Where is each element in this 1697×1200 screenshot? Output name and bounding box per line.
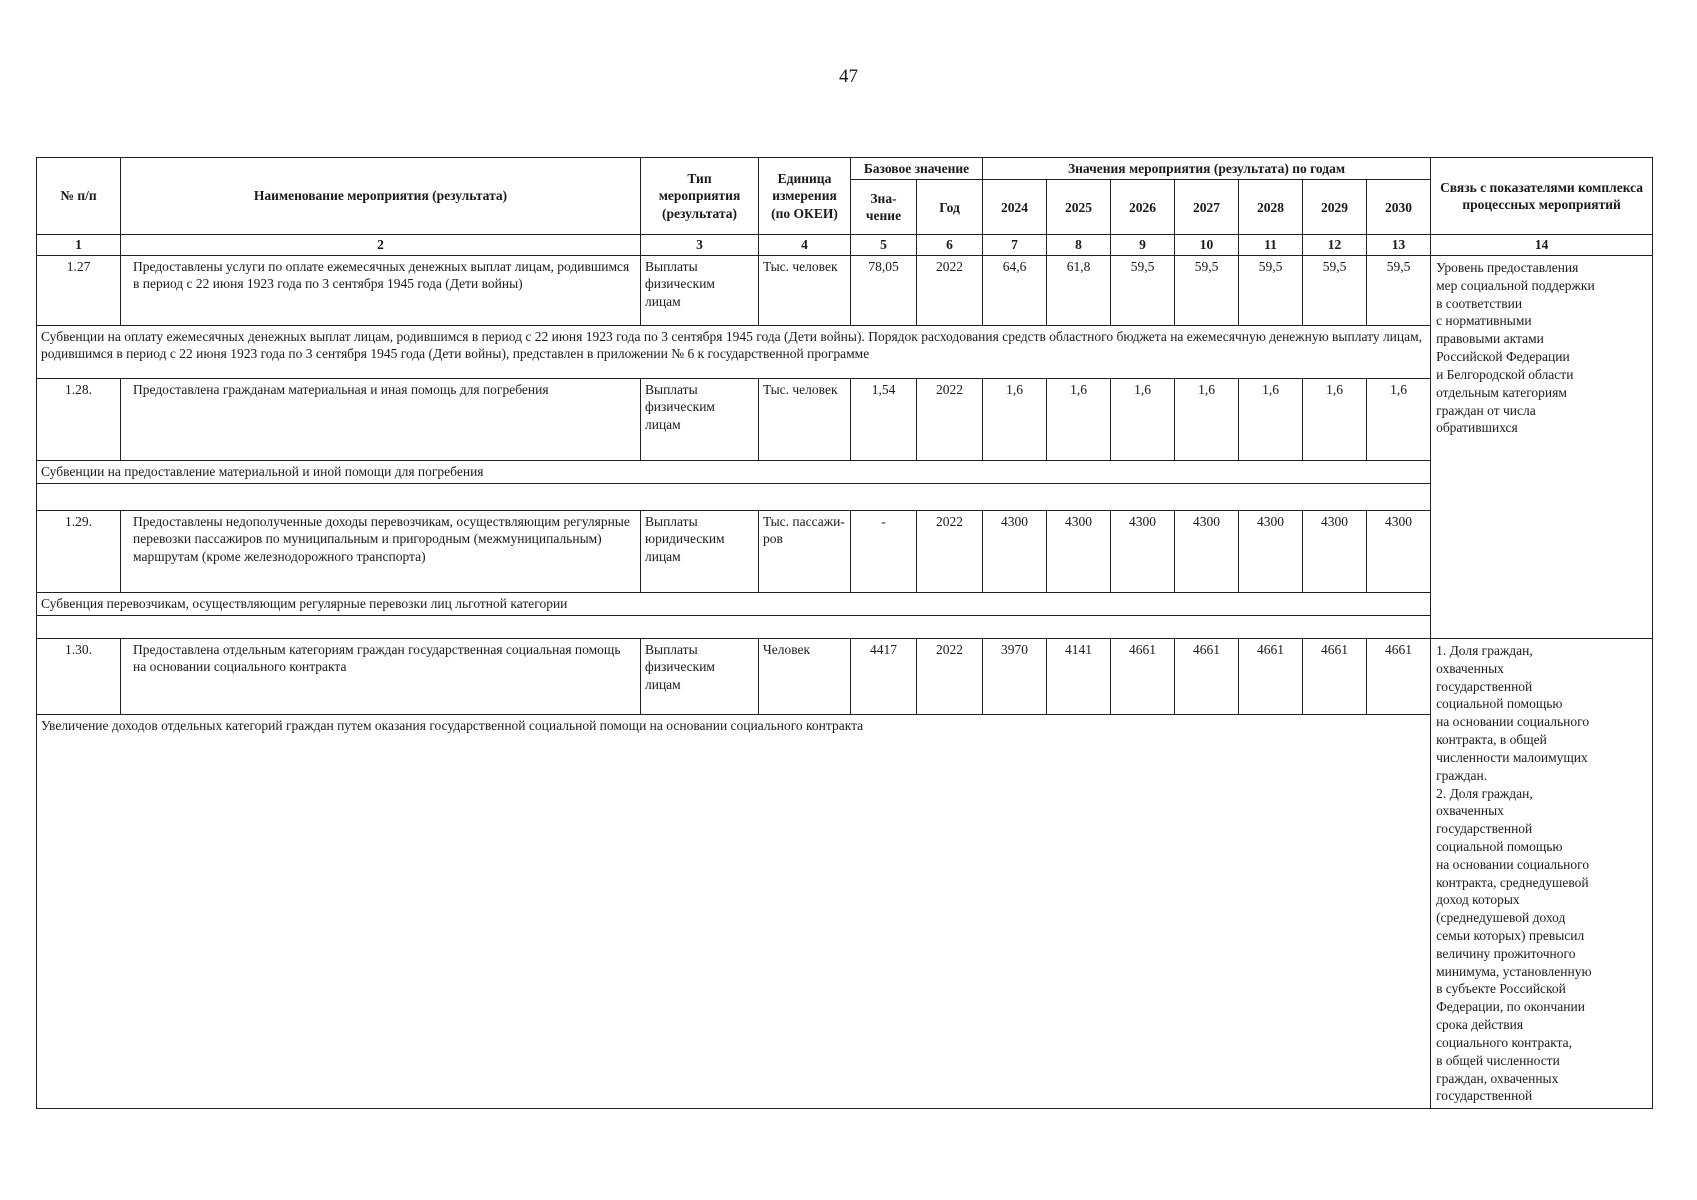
row-note <box>37 715 1653 1109</box>
value-2029: 4661 <box>1303 639 1367 715</box>
value-2026: 59,5 <box>1111 256 1175 326</box>
row-note-text: Субвенции на предоставление материальной и иной помощи для погребения <box>37 461 1431 484</box>
column-number: 12 <box>1303 235 1367 256</box>
header-type: Тип мероприятия (результата) <box>641 158 759 235</box>
header-base-value: Зна-чение <box>851 180 917 235</box>
column-number: 14 <box>1431 235 1653 256</box>
row-note-text: Увеличение доходов отдельных категорий граждан путем оказания государственной социальной помощи на основании социального контракта <box>37 715 1431 1109</box>
header-no: № п/п <box>37 158 121 235</box>
row-note <box>37 461 1653 484</box>
gap-cell <box>37 616 1431 639</box>
value-2025: 1,6 <box>1047 379 1111 461</box>
column-number: 5 <box>851 235 917 256</box>
base-year: 2022 <box>917 379 983 461</box>
activities-table <box>36 157 1653 1109</box>
value-2026: 4300 <box>1111 511 1175 593</box>
header-years-title: Значения мероприятия (результата) по годам <box>983 158 1431 180</box>
value-2029: 59,5 <box>1303 256 1367 326</box>
value-2025: 4141 <box>1047 639 1111 715</box>
activity-unit: Тыс. человек <box>759 379 851 461</box>
header-year-2027: 2027 <box>1175 180 1239 235</box>
activity-type: Выплаты физическим лицам <box>641 379 759 461</box>
activity-unit: Человек <box>759 639 851 715</box>
row-note-text: Субвенции на оплату ежемесячных денежных выплат лицам, родившимся в период с 22 июня 1923 года по 3 сентября 1945 года (Дети войны). Порядок расходования средств областного бюджета на ежемесячную денежную выплату лицам, родившимся в период с 22 июня 1923 года по 3 сентября 1945 года (Дети войны), представлен в приложении № 6 к государственной программе <box>37 326 1431 379</box>
header-year-2025: 2025 <box>1047 180 1111 235</box>
value-2027: 4661 <box>1175 639 1239 715</box>
value-2028: 59,5 <box>1239 256 1303 326</box>
value-2024: 1,6 <box>983 379 1047 461</box>
column-number: 13 <box>1367 235 1431 256</box>
column-number: 9 <box>1111 235 1175 256</box>
header-year-2030: 2030 <box>1367 180 1431 235</box>
header-year-2029: 2029 <box>1303 180 1367 235</box>
value-2024: 3970 <box>983 639 1047 715</box>
header-unit: Единица измерения (по ОКЕИ) <box>759 158 851 235</box>
table-row <box>37 379 1653 461</box>
base-value: 78,05 <box>851 256 917 326</box>
value-2030: 1,6 <box>1367 379 1431 461</box>
column-number: 1 <box>37 235 121 256</box>
activity-type: Выплаты юридическим лицам <box>641 511 759 593</box>
activity-name: Предоставлена гражданам материальная и иная помощь для погребения <box>121 379 641 461</box>
row-number: 1.27 <box>37 256 121 326</box>
value-2025: 4300 <box>1047 511 1111 593</box>
row-number: 1.28. <box>37 379 121 461</box>
header-row-1 <box>37 158 1653 180</box>
header-name: Наименование мероприятия (результата) <box>121 158 641 235</box>
page-number: 47 <box>839 66 858 87</box>
value-2024: 64,6 <box>983 256 1047 326</box>
activity-unit: Тыс. человек <box>759 256 851 326</box>
table-row <box>37 639 1653 715</box>
row-note <box>37 593 1653 616</box>
table-row <box>37 256 1653 326</box>
header-link: Связь с показателями комплекса процессных мероприятий <box>1431 158 1653 235</box>
row-gap <box>37 616 1653 639</box>
column-number: 11 <box>1239 235 1303 256</box>
value-2029: 4300 <box>1303 511 1367 593</box>
activity-name: Предоставлены услуги по оплате ежемесячных денежных выплат лицам, родившимся в период с 22 июня 1923 года по 3 сентября 1945 года (Дети войны) <box>121 256 641 326</box>
value-2030: 4300 <box>1367 511 1431 593</box>
value-2028: 4661 <box>1239 639 1303 715</box>
activity-type: Выплаты физическим лицам <box>641 639 759 715</box>
header-year-2024: 2024 <box>983 180 1047 235</box>
value-2024: 4300 <box>983 511 1047 593</box>
base-year: 2022 <box>917 639 983 715</box>
column-number: 10 <box>1175 235 1239 256</box>
value-2026: 4661 <box>1111 639 1175 715</box>
row-note <box>37 326 1653 379</box>
column-number: 6 <box>917 235 983 256</box>
base-value: 1,54 <box>851 379 917 461</box>
value-2028: 1,6 <box>1239 379 1303 461</box>
base-year: 2022 <box>917 511 983 593</box>
table-row <box>37 511 1653 593</box>
column-number: 7 <box>983 235 1047 256</box>
activity-unit: Тыс. пассажи-ров <box>759 511 851 593</box>
row-number: 1.30. <box>37 639 121 715</box>
value-2029: 1,6 <box>1303 379 1367 461</box>
value-2030: 59,5 <box>1367 256 1431 326</box>
indicator-link-group-2: 1. Доля граждан, охваченных государственной социальной помощью на основании социального контракта, в общей численности малоимущих граждан. 2. Доля граждан, охваченных государственной социальной помощью на основании социального контракта, среднедушевой доход которых (среднедушевой доход семьи которых) превысил величину прожиточного минимума, установленную в субъекте Российской Федерации, по окончании срока действия социального контракта, в общей численности граждан, охваченных государственной <box>1431 639 1653 1109</box>
row-number: 1.29. <box>37 511 121 593</box>
column-number: 8 <box>1047 235 1111 256</box>
value-2027: 59,5 <box>1175 256 1239 326</box>
column-number: 3 <box>641 235 759 256</box>
indicator-link-group-1: Уровень предоставления мер социальной поддержки в соответствии с нормативными правовыми актами Российской Федерации и Белгородской области отдельным категориям граждан от числа обратившихся <box>1431 256 1653 639</box>
row-gap <box>37 484 1653 511</box>
column-numbers-row <box>37 235 1653 256</box>
column-number: 2 <box>121 235 641 256</box>
activity-name: Предоставлена отдельным категориям граждан государственная социальная помощь на основании социального контракта <box>121 639 641 715</box>
base-value: - <box>851 511 917 593</box>
value-2025: 61,8 <box>1047 256 1111 326</box>
value-2030: 4661 <box>1367 639 1431 715</box>
gap-cell <box>37 484 1431 511</box>
column-number: 4 <box>759 235 851 256</box>
header-year-2026: 2026 <box>1111 180 1175 235</box>
value-2027: 1,6 <box>1175 379 1239 461</box>
value-2028: 4300 <box>1239 511 1303 593</box>
activity-type: Выплаты физическим лицам <box>641 256 759 326</box>
base-year: 2022 <box>917 256 983 326</box>
header-year-2028: 2028 <box>1239 180 1303 235</box>
header-base-year: Год <box>917 180 983 235</box>
row-note-text: Субвенция перевозчикам, осуществляющим регулярные перевозки лиц льготной категории <box>37 593 1431 616</box>
header-base: Базовое значение <box>851 158 983 180</box>
activity-name: Предоставлены недополученные доходы перевозчикам, осуществляющим регулярные перевозки пассажиров по муниципальным и пригородным (межмуниципальным) маршрутам (кроме железнодорожного транспорта) <box>121 511 641 593</box>
base-value: 4417 <box>851 639 917 715</box>
value-2026: 1,6 <box>1111 379 1175 461</box>
value-2027: 4300 <box>1175 511 1239 593</box>
